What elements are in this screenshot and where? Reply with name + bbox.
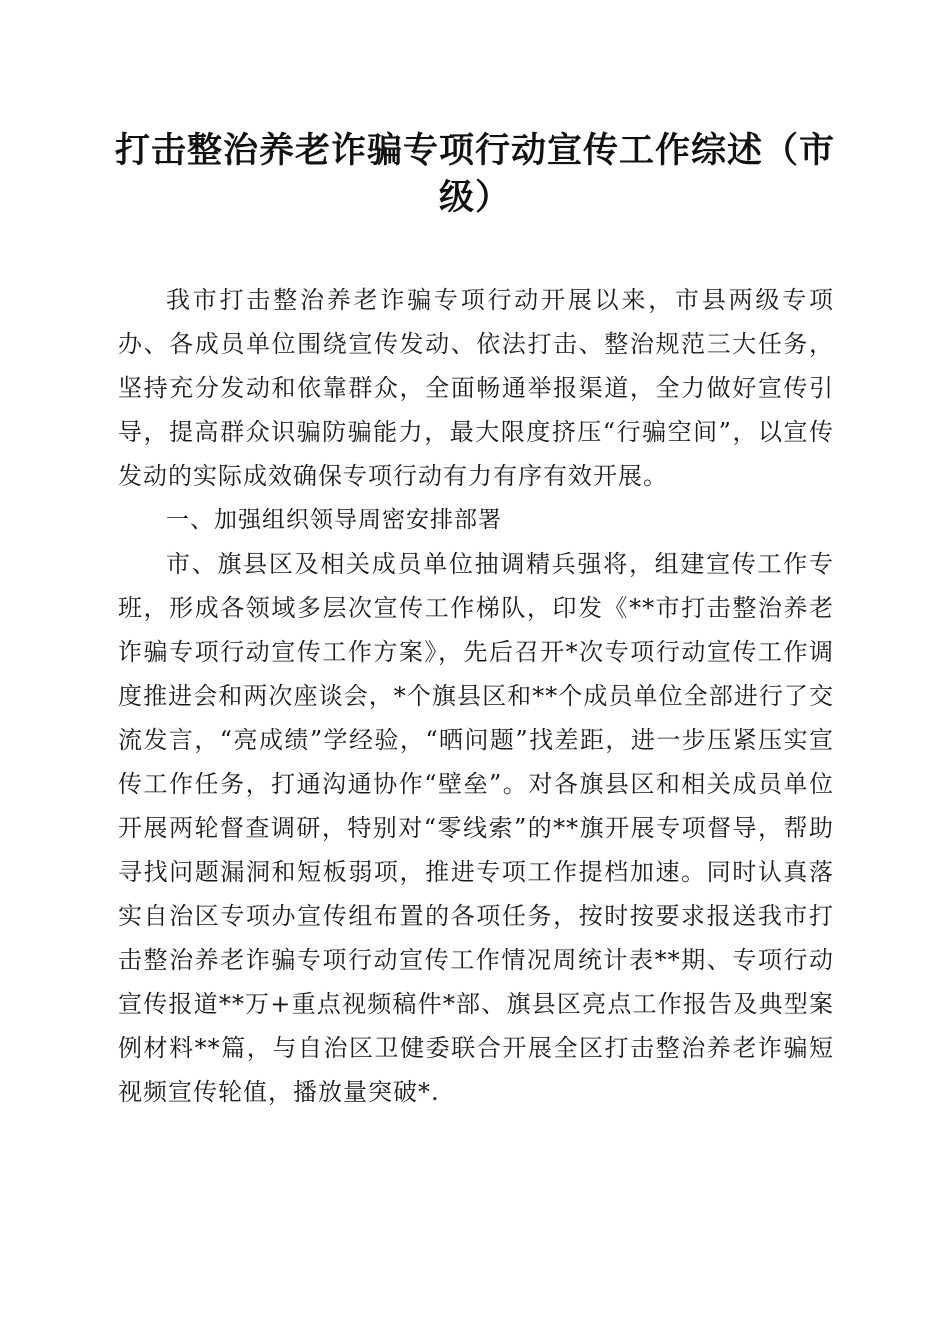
section-1-paragraph: 市、旗县区及相关成员单位抽调精兵强将，组建宣传工作专班，形成各领域多层次宣传工作梯队，印发《**市打击整治养老诈骗专项行动宣传工作方案》，先后召开*次专项行动宣传工作调度推进会和两次座谈会，*个旗县区和**个成员单位全部进行了交流发言，“亮成绩”学经验，“晒问题”找差距，进一步压紧压实宣传工作任务，打通沟通协作“壁垒”。对各旗县区和相关成员单位开展两轮督查调研，特别对“零线索”的**旗开展专项督导，帮助寻找问题漏洞和短板弱项，推进专项工作提档加速。同时认真落实自治区专项办宣传组布置的各项任务，按时按要求报送我市打击整治养老诈骗专项行动宣传工作情况周统计表**期、专项行动宣传报道**万+重点视频稿件*部、旗县区亮点工作报告及典型案例材料**篇，与自治区卫健委联合开展全区打击整治养老诈骗短视频宣传轮值，播放量突破*. <box>118 550 834 1106</box>
document-title: 打击整治养老诈骗专项行动宣传工作综述（市级） <box>114 131 835 218</box>
document-body <box>118 278 834 1114</box>
intro-paragraph: 我市打击整治养老诈骗专项行动开展以来，市县两级专项办、各成员单位围绕宣传发动、依法打击、整治规范三大任务，坚持充分发动和依靠群众，全面畅通举报渠道，全力做好宣传引导，提高群众识骗防骗能力，最大限度挤压“行骗空间”，以宣传发动的实际成效确保专项行动有力有序有效开展。 <box>118 286 834 490</box>
section-1-heading: 一、加强组织领导周密安排部署 <box>166 507 502 533</box>
